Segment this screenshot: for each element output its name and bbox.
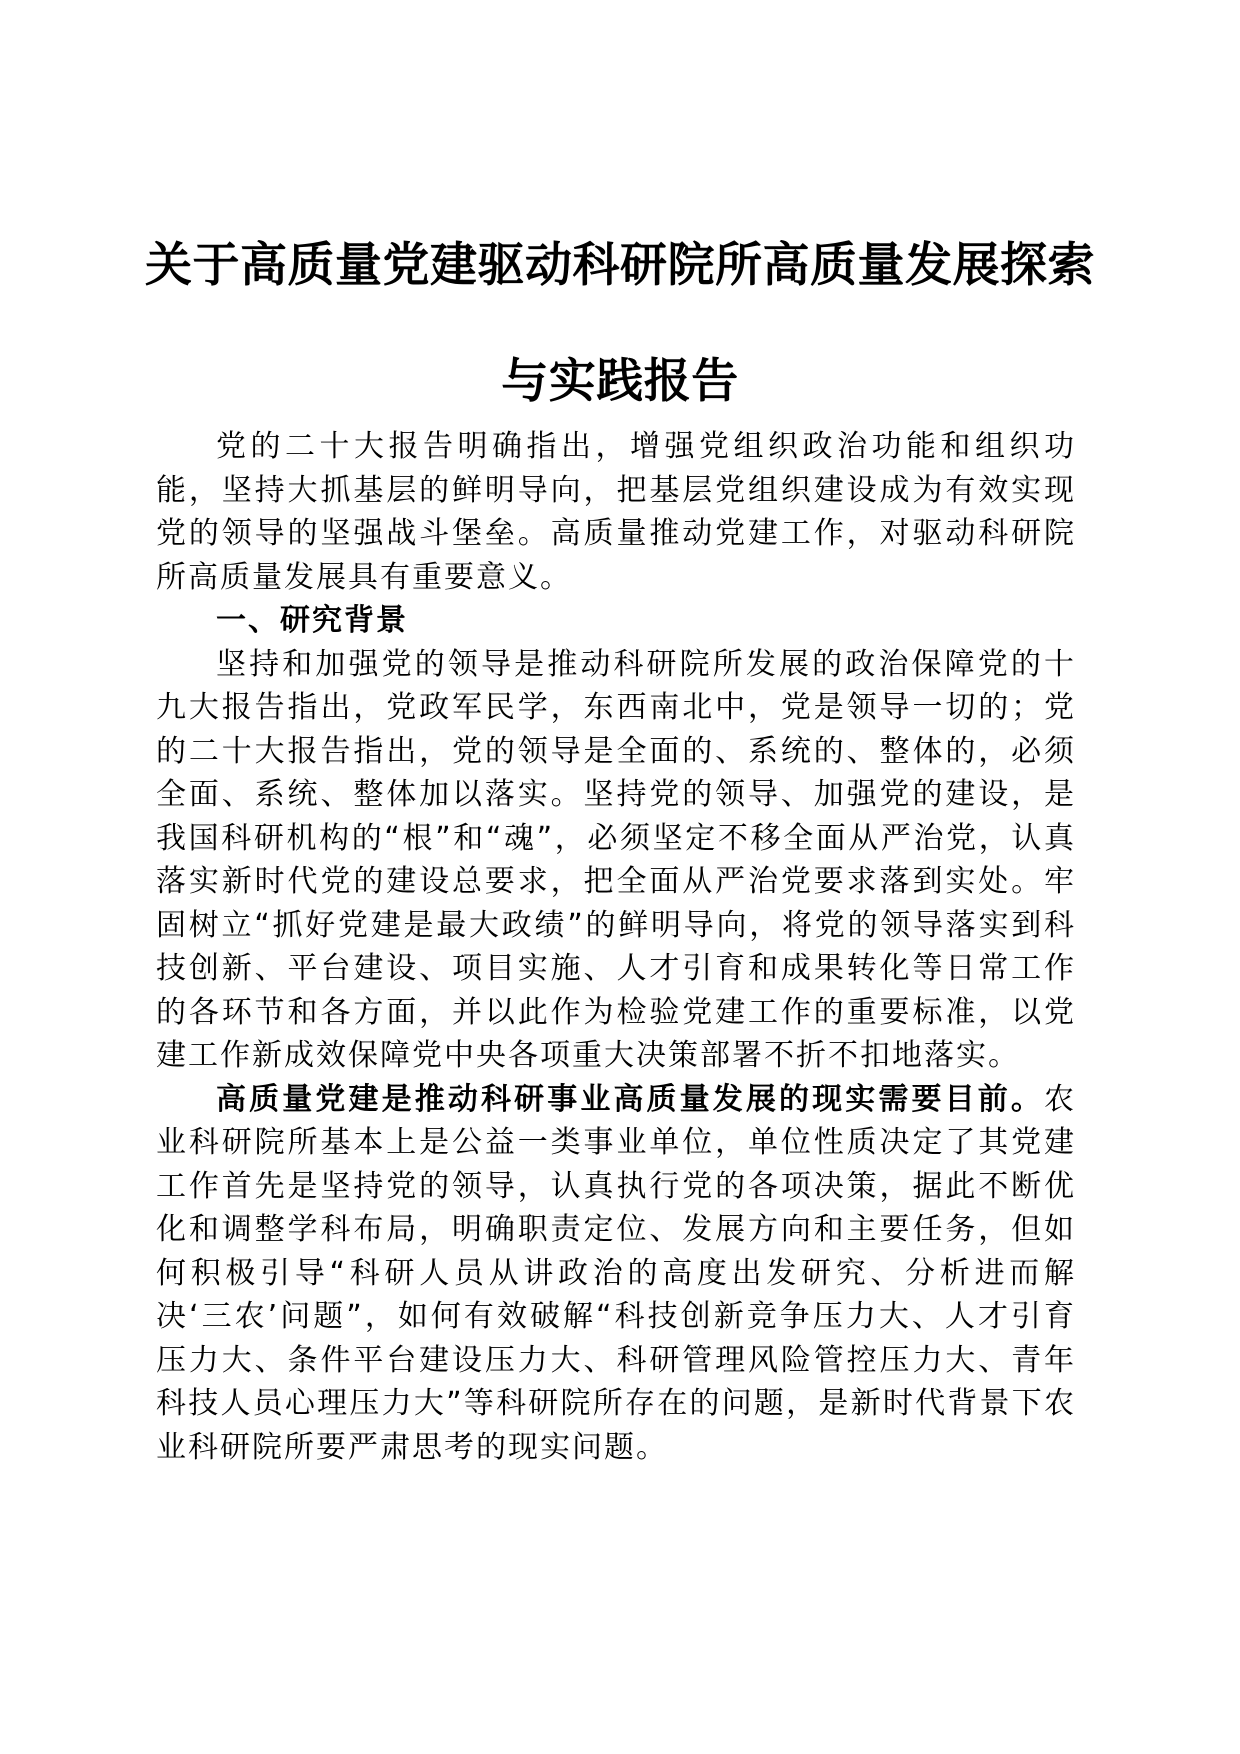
intro-paragraph: 党的二十大报告明确指出，增强党组织政治功能和组织功能，坚持大抓基层的鲜明导向，把基层党组织建设成为有效实现党的领导的坚强战斗堡垒。高质量推动党建工作，对驱动科研院所高质量发展具有重要意义。 [156, 429, 1076, 595]
document-title-line-1: 关于高质量党建驱动科研院所高质量发展探索 [145, 238, 1095, 293]
paragraph-lead-sentence: 高质量党建是推动科研事业高质量发展的现实需要目前。 [216, 1081, 1044, 1117]
section-heading-background: 一、研究背景 [216, 603, 408, 638]
document-body [156, 425, 1076, 1469]
background-paragraph-2 [156, 1078, 1076, 1470]
document-title-line-2: 与实践报告 [501, 354, 739, 409]
background-paragraph-1: 坚持和加强党的领导是推动科研院所发展的政治保障党的十九大报告指出，党政军民学，东西南北中，党是领导一切的；党的二十大报告指出，党的领导是全面的、系统的、整体的，必须全面、系统、整体加以落实。坚持党的领导、加强党的建设，是我国科研机构的“根”和“魂”，必须坚定不移全面从严治党，认真落实新时代党的建设总要求，把全面从严治党要求落到实处。牢固树立“抓好党建是最大政绩”的鲜明导向，将党的领导落实到科技创新、平台建设、项目实施、人才引育和成果转化等日常工作的各环节和各方面，并以此作为检验党建工作的重要标准，以党建工作新成效保障党中央各项重大决策部署不折不扣地落实。 [156, 646, 1076, 1073]
paragraph-body-text: 农业科研院所基本上是公益一类事业单位，单位性质决定了其党建工作首先是坚持党的领导，认真执行党的各项决策，据此不断优化和调整学科布局，明确职责定位、发展方向和主要任务，但如何积极引导“科研人员从讲政治的高度出发研究、分析进而解决‘三农’问题”，如何有效破解“科技创新竞争压力大、人才引育压力大、条件平台建设压力大、科研管理风险管控压力大、青年科技人员心理压力大”等科研院所存在的问题，是新时代背景下农业科研院所要严肃思考的现实问题。 [156, 1081, 1076, 1465]
